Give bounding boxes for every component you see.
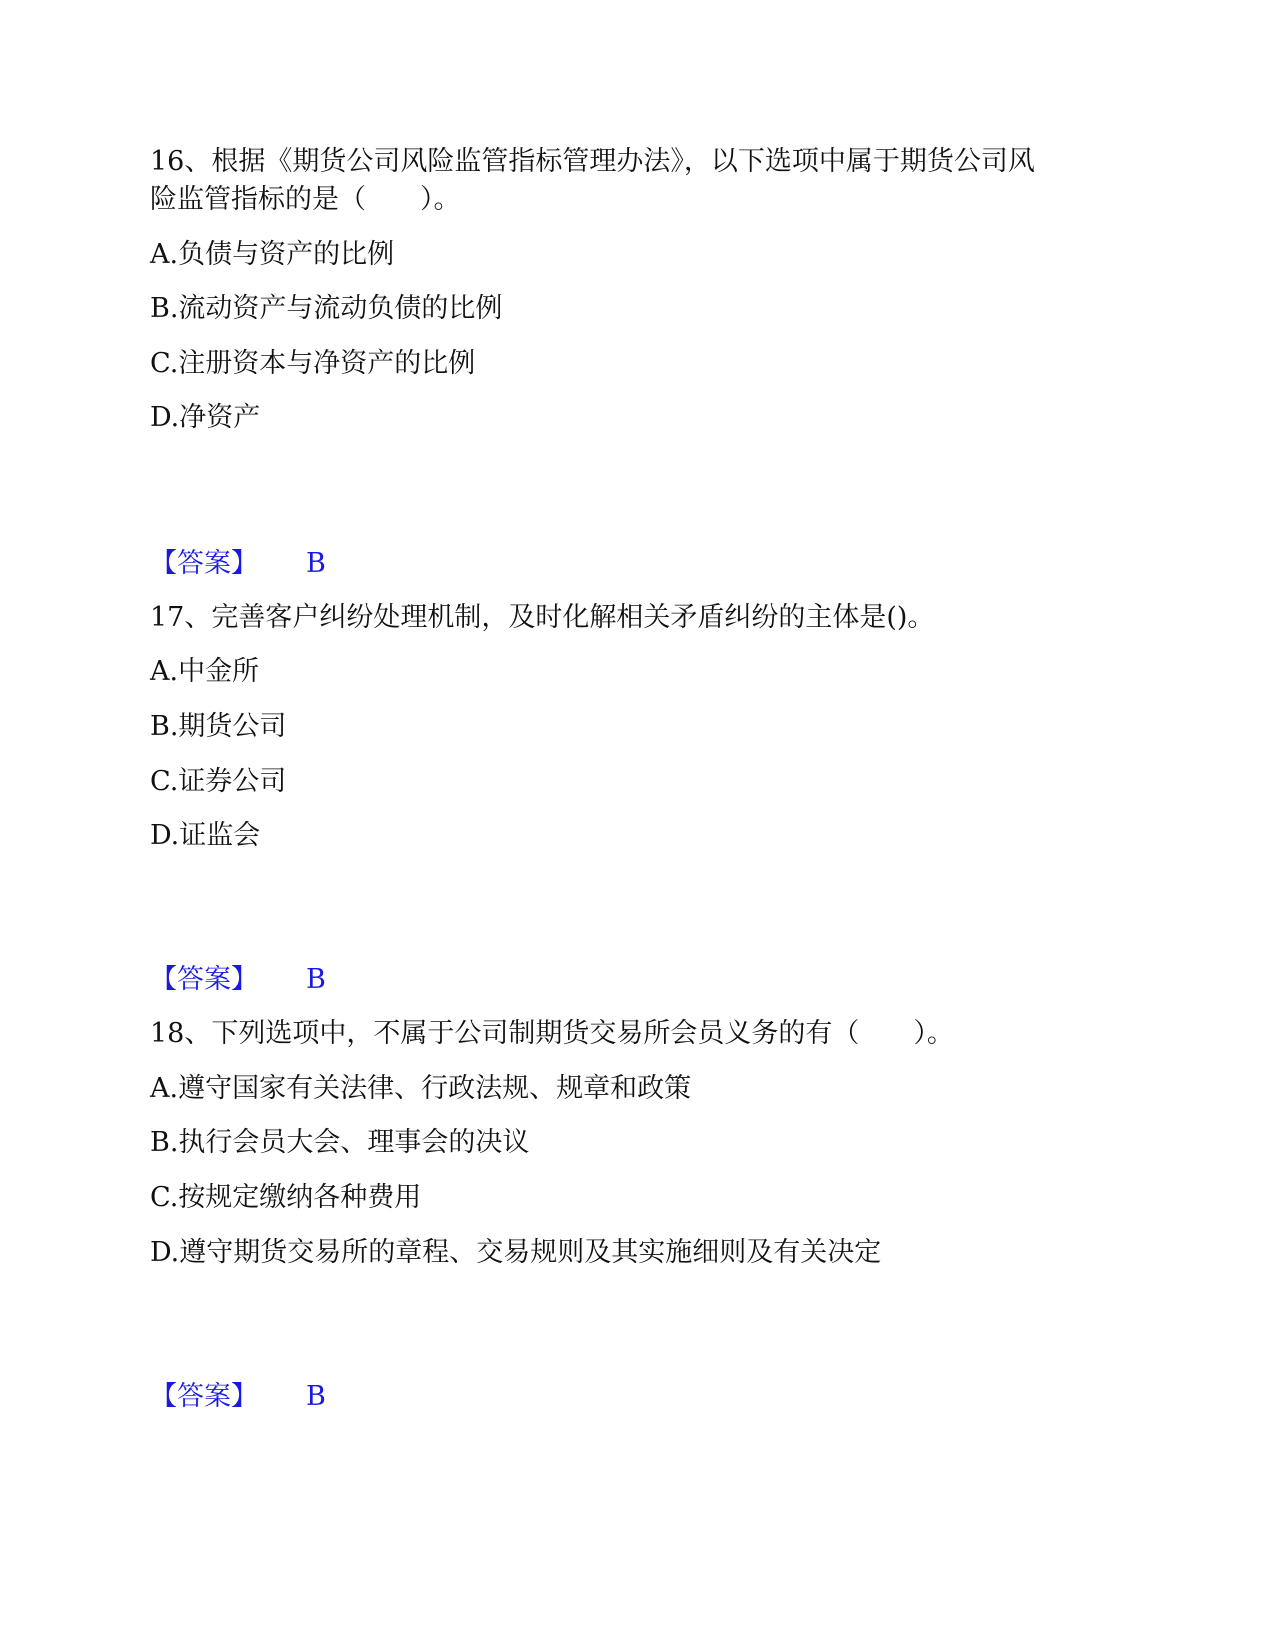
question-18-option-d: D.遵守期货交易所的章程、交易规则及其实施细则及有关决定 xyxy=(150,1237,882,1268)
question-17-option-d: D.证监会 xyxy=(150,820,261,851)
question-16-option-c: C.注册资本与净资产的比例 xyxy=(150,348,476,379)
question-17-stem-line-1: 17、完善客户纠纷处理机制，及时化解相关矛盾纠纷的主体是()。 xyxy=(150,602,935,633)
answer-label: 【答案】 xyxy=(150,964,258,995)
question-18-option-c: C.按规定缴纳各种费用 xyxy=(150,1182,422,1213)
question-16-stem-line-2: 险监管指标的是（ ）。 xyxy=(150,184,461,215)
question-17-answer xyxy=(150,961,326,999)
question-16-option-a: A.负债与资产的比例 xyxy=(150,239,395,270)
question-18-answer xyxy=(150,1378,326,1416)
question-18-option-a: A.遵守国家有关法律、行政法规、规章和政策 xyxy=(150,1073,692,1104)
question-16-option-d: D.净资产 xyxy=(150,402,261,433)
question-16-answer xyxy=(150,545,326,583)
question-16-option-b: B.流动资产与流动负债的比例 xyxy=(150,293,503,324)
answer-label: 【答案】 xyxy=(150,1381,258,1412)
answer-value: B xyxy=(306,1381,326,1412)
question-18-stem-line-1: 18、下列选项中，不属于公司制期货交易所会员义务的有（ ）。 xyxy=(150,1018,954,1049)
answer-value: B xyxy=(306,964,326,995)
answer-label: 【答案】 xyxy=(150,548,258,579)
question-18-option-b: B.执行会员大会、理事会的决议 xyxy=(150,1127,530,1158)
question-16-stem-line-1: 16、根据《期货公司风险监管指标管理办法》，以下选项中属于期货公司风 xyxy=(150,146,1035,177)
question-17-option-a: A.中金所 xyxy=(150,656,260,687)
answer-value: B xyxy=(306,548,326,579)
question-17-option-b: B.期货公司 xyxy=(150,711,287,742)
question-17-option-c: C.证券公司 xyxy=(150,766,287,797)
